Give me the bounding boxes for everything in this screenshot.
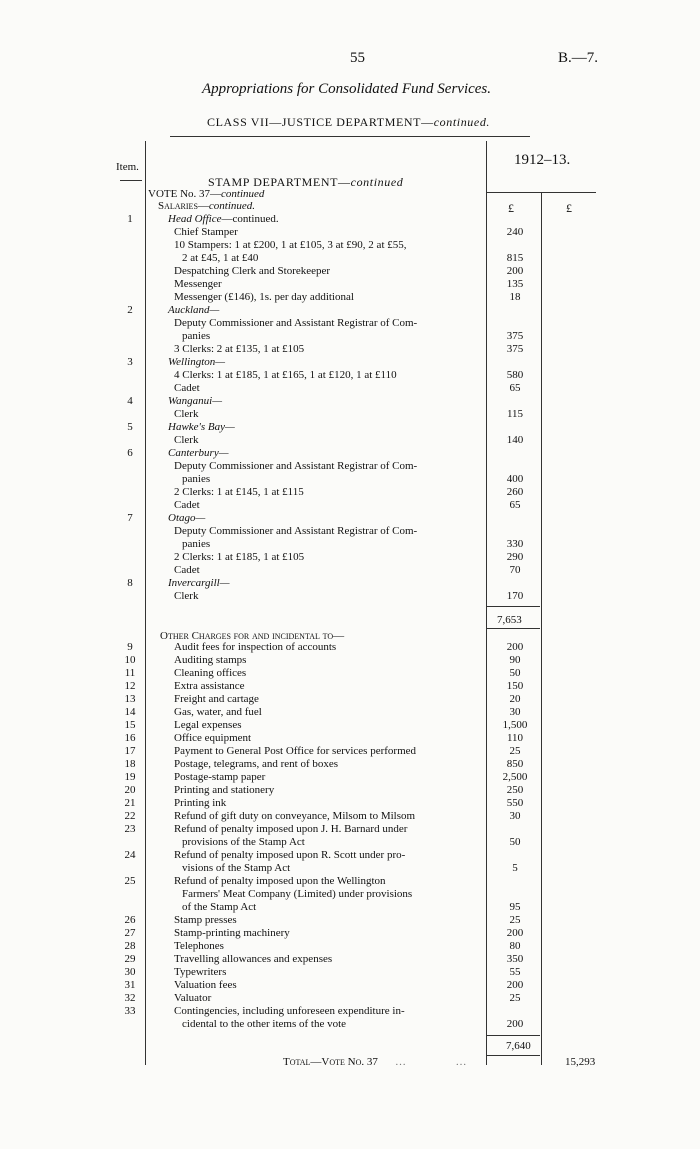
item-amount: 80 (509, 940, 521, 952)
table-row (0, 667, 700, 680)
item-description (174, 979, 237, 992)
item-number: 17 (124, 745, 136, 757)
page-number: 55 (350, 50, 365, 66)
other-charges-subtotal: 7,640 (506, 1040, 531, 1052)
year-header-rule (486, 192, 596, 193)
table-row (0, 343, 700, 356)
item-description-text: Freight and cartage (174, 693, 259, 705)
item-description (168, 356, 225, 369)
item-description-text: Auckland— (168, 304, 220, 316)
table-row (0, 525, 700, 538)
item-amount: 25 (509, 914, 521, 926)
table-row (0, 1005, 700, 1018)
item-description-text: Clerk (174, 408, 199, 420)
item-amount: 135 (506, 278, 524, 290)
table-row (0, 784, 700, 797)
pound-sign-column-2: £ (566, 201, 572, 215)
vote-heading (148, 188, 264, 200)
item-description-text: Refund of penalty imposed upon J. H. Barnard under (174, 823, 408, 835)
item-amount: 200 (506, 641, 524, 653)
item-description-text: Valuator (174, 992, 212, 1004)
table-row (0, 953, 700, 966)
item-number: 18 (124, 758, 136, 770)
item-amount: 150 (506, 680, 524, 692)
item-description (174, 966, 226, 979)
item-amount: 140 (506, 434, 524, 446)
item-description-text: Postage, telegrams, and rent of boxes (174, 758, 339, 770)
item-description-text: Farmers' Meat Company (Limited) under provisions (182, 888, 413, 900)
year-column-header: 1912–13. (514, 152, 571, 168)
item-description-text: Messenger (174, 278, 222, 290)
document-reference: B.—7. (558, 50, 599, 66)
item-amount: 350 (506, 953, 524, 965)
salaries-heading-text: Salaries— (158, 200, 209, 212)
item-amount: 25 (509, 992, 521, 1004)
table-row (0, 395, 700, 408)
item-description-text: Printing ink (174, 797, 227, 809)
table-row (0, 888, 700, 901)
item-description-text: Refund of gift duty on conveyance, Milsom to Milsom (174, 810, 416, 822)
table-row (0, 226, 700, 239)
item-description (174, 408, 198, 421)
item-amount: 290 (506, 551, 524, 563)
item-number: 22 (124, 810, 136, 822)
table-row (0, 979, 700, 992)
item-description (182, 888, 412, 901)
pound-sign-column-1: £ (508, 201, 514, 215)
item-number: 3 (127, 356, 133, 368)
item-number: 30 (124, 966, 136, 978)
item-number: 12 (124, 680, 136, 692)
item-description (174, 226, 238, 239)
item-amount: 115 (506, 408, 524, 420)
item-description-text: Head Office (168, 213, 222, 225)
item-description (182, 862, 290, 875)
item-description (182, 836, 305, 849)
item-description-text: Deputy Commissioner and Assistant Registrar of Com- (174, 317, 418, 329)
item-amount: 2,500 (502, 771, 528, 783)
item-description-text: Gas, water, and fuel (174, 706, 262, 718)
item-description (174, 953, 332, 966)
item-description-text: Despatching Clerk and Storekeeper (174, 265, 331, 277)
item-description-text: 2 at £45, 1 at £40 (182, 252, 259, 264)
item-amount: 65 (509, 499, 521, 511)
page-title: Appropriations for Consolidated Fund Services. (202, 81, 492, 97)
item-description (174, 797, 226, 810)
table-row (0, 577, 700, 590)
table-row (0, 538, 700, 551)
item-amount: 50 (509, 836, 521, 848)
item-description (174, 278, 222, 291)
item-number: 16 (124, 732, 136, 744)
item-description (168, 421, 235, 434)
table-row (0, 304, 700, 317)
item-description (182, 538, 210, 551)
item-description-text: Cadet (174, 564, 200, 576)
table-row (0, 654, 700, 667)
item-number: 10 (124, 654, 136, 666)
item-description-text: 10 Stampers: 1 at £200, 1 at £105, 3 at £90, 2 at £55, (174, 239, 407, 251)
item-description (174, 719, 242, 732)
table-row (0, 719, 700, 732)
item-description-text: Cleaning offices (174, 667, 247, 679)
item-description-text: Invercargill— (168, 577, 230, 589)
table-row (0, 590, 700, 603)
item-number: 32 (124, 992, 136, 1004)
item-number: 21 (124, 797, 136, 809)
item-number: 28 (124, 940, 136, 952)
item-number: 8 (127, 577, 133, 589)
salaries-heading-continued: continued. (208, 200, 256, 212)
table-row (0, 680, 700, 693)
item-number: 11 (124, 667, 136, 679)
item-number: 26 (124, 914, 136, 926)
table-top-rule (170, 136, 530, 137)
item-amount: 200 (506, 1018, 524, 1030)
item-description (174, 992, 211, 1005)
item-description-suffix: —continued. (221, 213, 279, 225)
item-description (174, 680, 245, 693)
item-amount: 200 (506, 265, 524, 277)
item-description-text: Printing and stationery (174, 784, 275, 796)
item-amount: 70 (509, 564, 521, 576)
item-description-text: Extra assistance (174, 680, 245, 692)
item-description-text: visions of the Stamp Act (182, 862, 291, 874)
class-heading-continued: continued. (433, 115, 491, 129)
table-row (0, 849, 700, 862)
item-description-text: Messenger (£146), 1s. per day additional (174, 291, 354, 303)
table-row (0, 771, 700, 784)
item-description-text: Audit fees for inspection of accounts (174, 641, 337, 653)
salaries-subtotal-rule-bottom (487, 628, 540, 629)
section-title-text: STAMP DEPARTMENT— (208, 175, 351, 189)
item-description-text: Typewriters (174, 966, 227, 978)
table-row (0, 330, 700, 343)
item-amount: 50 (509, 667, 521, 679)
item-number: 5 (127, 421, 133, 433)
item-description (174, 343, 304, 356)
item-description-text: Auditing stamps (174, 654, 247, 666)
item-description (174, 810, 415, 823)
item-description (174, 927, 290, 940)
item-description (168, 512, 205, 525)
item-amount: 375 (506, 343, 524, 355)
vote-heading-text: VOTE No. 37— (148, 188, 222, 200)
table-row (0, 382, 700, 395)
item-column-header: Item. (116, 161, 139, 173)
item-description-text: Hawke's Bay— (168, 421, 235, 433)
item-description-text: Stamp presses (174, 914, 237, 926)
table-row (0, 732, 700, 745)
item-description (182, 330, 210, 343)
table-row (0, 213, 700, 226)
item-description-text: Office equipment (174, 732, 252, 744)
table-row (0, 914, 700, 927)
item-description (174, 706, 262, 719)
item-description-text: Cadet (174, 382, 200, 394)
item-number: 6 (127, 447, 133, 459)
item-description (174, 667, 246, 680)
item-description-text: Legal expenses (174, 719, 242, 731)
item-amount: 95 (509, 901, 521, 913)
item-description (168, 304, 219, 317)
salaries-heading (158, 200, 255, 212)
item-description (174, 590, 198, 603)
item-description (174, 1005, 405, 1018)
item-description (182, 473, 210, 486)
item-description-text: of the Stamp Act (182, 901, 257, 913)
item-amount: 110 (506, 732, 524, 744)
table-row (0, 1018, 700, 1031)
item-description (174, 460, 417, 473)
item-number: 25 (124, 875, 136, 887)
item-description (174, 823, 407, 836)
item-amount: 260 (506, 486, 524, 498)
item-description-text: Valuation fees (174, 979, 237, 991)
table-row (0, 927, 700, 940)
item-description-text: Cadet (174, 499, 200, 511)
table-row (0, 460, 700, 473)
item-amount: 375 (506, 330, 524, 342)
item-description (182, 901, 256, 914)
salaries-subtotal-rule (487, 606, 540, 607)
table-row (0, 252, 700, 265)
table-row (0, 421, 700, 434)
item-description-text: 4 Clerks: 1 at £185, 1 at £165, 1 at £120, 1 at £110 (174, 369, 397, 381)
table-row (0, 564, 700, 577)
item-description (174, 940, 224, 953)
table-row (0, 473, 700, 486)
item-description-text: cidental to the other items of the vote (182, 1018, 347, 1030)
other-subtotal-rule-bottom (487, 1055, 540, 1056)
item-number: 1 (127, 213, 133, 225)
item-description (174, 784, 274, 797)
item-description (174, 693, 259, 706)
table-row (0, 369, 700, 382)
item-description-text: Otago— (168, 512, 206, 524)
item-description (168, 447, 229, 460)
item-description (182, 1018, 346, 1031)
item-description (182, 252, 258, 265)
item-description (168, 213, 279, 226)
item-number: 15 (124, 719, 136, 731)
item-description (174, 641, 336, 654)
item-number: 19 (124, 771, 136, 783)
item-number: 24 (124, 849, 136, 861)
item-amount: 30 (509, 706, 521, 718)
item-description-text: Chief Stamper (174, 226, 238, 238)
table-row (0, 810, 700, 823)
item-description-text: Refund of penalty imposed upon the Wellington (174, 875, 386, 887)
item-description (174, 551, 304, 564)
item-number: 29 (124, 953, 136, 965)
item-amount: 30 (509, 810, 521, 822)
item-description (174, 732, 251, 745)
table-row (0, 447, 700, 460)
table-row (0, 278, 700, 291)
item-description-text: Contingencies, including unforeseen expenditure in- (174, 1005, 405, 1017)
item-description (174, 317, 417, 330)
item-number: 31 (124, 979, 136, 991)
other-charges-heading: Other Charges for and incidental to— (160, 630, 345, 642)
item-number: 7 (127, 512, 133, 524)
grand-total-leader: … … (395, 1056, 467, 1068)
item-description-text: Wellington— (168, 356, 226, 368)
item-description (174, 914, 237, 927)
table-row (0, 356, 700, 369)
table-row (0, 512, 700, 525)
item-description-text: panies (182, 538, 211, 550)
item-description-text: panies (182, 330, 211, 342)
table-row (0, 706, 700, 719)
table-row (0, 551, 700, 564)
table-row (0, 265, 700, 278)
table-row (0, 486, 700, 499)
item-description (174, 875, 386, 888)
table-row (0, 693, 700, 706)
table-row (0, 823, 700, 836)
section-title-continued: continued (350, 175, 404, 189)
item-header-rule (120, 180, 142, 181)
item-number: 27 (124, 927, 136, 939)
item-description-text: Clerk (174, 434, 199, 446)
table-row (0, 966, 700, 979)
item-description (174, 265, 330, 278)
table-row (0, 797, 700, 810)
item-amount: 240 (506, 226, 524, 238)
item-amount: 170 (506, 590, 524, 602)
item-description-text: 2 Clerks: 1 at £185, 1 at £105 (174, 551, 305, 563)
item-description (168, 577, 230, 590)
item-amount: 580 (506, 369, 524, 381)
item-description-text: Canterbury— (168, 447, 229, 459)
item-description (174, 771, 265, 784)
item-amount: 815 (506, 252, 524, 264)
item-description-text: Refund of penalty imposed upon R. Scott under pro- (174, 849, 406, 861)
table-row (0, 875, 700, 888)
item-description (174, 849, 405, 862)
item-description (174, 564, 200, 577)
table-row (0, 940, 700, 953)
item-amount: 55 (509, 966, 521, 978)
item-description (174, 758, 338, 771)
item-description (174, 434, 198, 447)
table-row (0, 992, 700, 1005)
item-amount: 18 (509, 291, 521, 303)
item-description-text: Wanganui— (168, 395, 222, 407)
item-description-text: 2 Clerks: 1 at £145, 1 at £115 (174, 486, 304, 498)
item-description-text: Travelling allowances and expenses (174, 953, 333, 965)
item-amount: 250 (506, 784, 524, 796)
item-description-text: Postage-stamp paper (174, 771, 266, 783)
table-row (0, 239, 700, 252)
item-amount: 550 (506, 797, 524, 809)
other-subtotal-rule (487, 1035, 540, 1036)
table-row (0, 499, 700, 512)
item-description-text: Stamp-printing machinery (174, 927, 290, 939)
table-row (0, 434, 700, 447)
item-description (174, 239, 407, 252)
table-row (0, 641, 700, 654)
item-description (174, 745, 416, 758)
item-amount: 200 (506, 979, 524, 991)
item-number: 4 (127, 395, 133, 407)
item-description-text: Deputy Commissioner and Assistant Registrar of Com- (174, 525, 418, 537)
grand-total-label: Total—Vote No. 37 (283, 1056, 378, 1068)
table-row (0, 836, 700, 849)
item-description-text: Deputy Commissioner and Assistant Registrar of Com- (174, 460, 418, 472)
item-description-text: Clerk (174, 590, 199, 602)
item-description-text: provisions of the Stamp Act (182, 836, 305, 848)
item-number: 13 (124, 693, 136, 705)
item-number: 20 (124, 784, 136, 796)
item-description (174, 382, 200, 395)
table-row (0, 408, 700, 421)
item-number: 9 (127, 641, 133, 653)
item-amount: 330 (506, 538, 524, 550)
grand-total-amount: 15,293 (565, 1056, 596, 1068)
item-number: 14 (124, 706, 136, 718)
item-amount: 20 (509, 693, 521, 705)
item-description-text: Telephones (174, 940, 224, 952)
table-row (0, 317, 700, 330)
item-amount: 25 (509, 745, 521, 757)
item-description (174, 369, 397, 382)
table-row (0, 901, 700, 914)
table-row (0, 291, 700, 304)
salaries-subtotal: 7,653 (497, 614, 522, 626)
table-row (0, 758, 700, 771)
vote-heading-continued: continued (221, 188, 265, 200)
item-description-text: panies (182, 473, 211, 485)
item-amount: 400 (506, 473, 524, 485)
class-heading (207, 115, 490, 130)
item-description (168, 395, 222, 408)
item-amount: 5 (512, 862, 518, 874)
item-amount: 65 (509, 382, 521, 394)
item-description (174, 486, 304, 499)
item-description-text: Payment to General Post Office for services performed (174, 745, 417, 757)
table-row (0, 862, 700, 875)
item-description-text: 3 Clerks: 2 at £135, 1 at £105 (174, 343, 305, 355)
item-number: 2 (127, 304, 133, 316)
class-heading-text: CLASS VII—JUSTICE DEPARTMENT— (207, 115, 434, 129)
item-amount: 200 (506, 927, 524, 939)
item-description (174, 291, 354, 304)
table-row (0, 745, 700, 758)
item-amount: 1,500 (502, 719, 528, 731)
item-amount: 850 (506, 758, 524, 770)
item-amount: 90 (509, 654, 521, 666)
item-description (174, 499, 200, 512)
item-description (174, 654, 246, 667)
item-number: 33 (124, 1005, 136, 1017)
item-number: 23 (124, 823, 136, 835)
item-description (174, 525, 417, 538)
